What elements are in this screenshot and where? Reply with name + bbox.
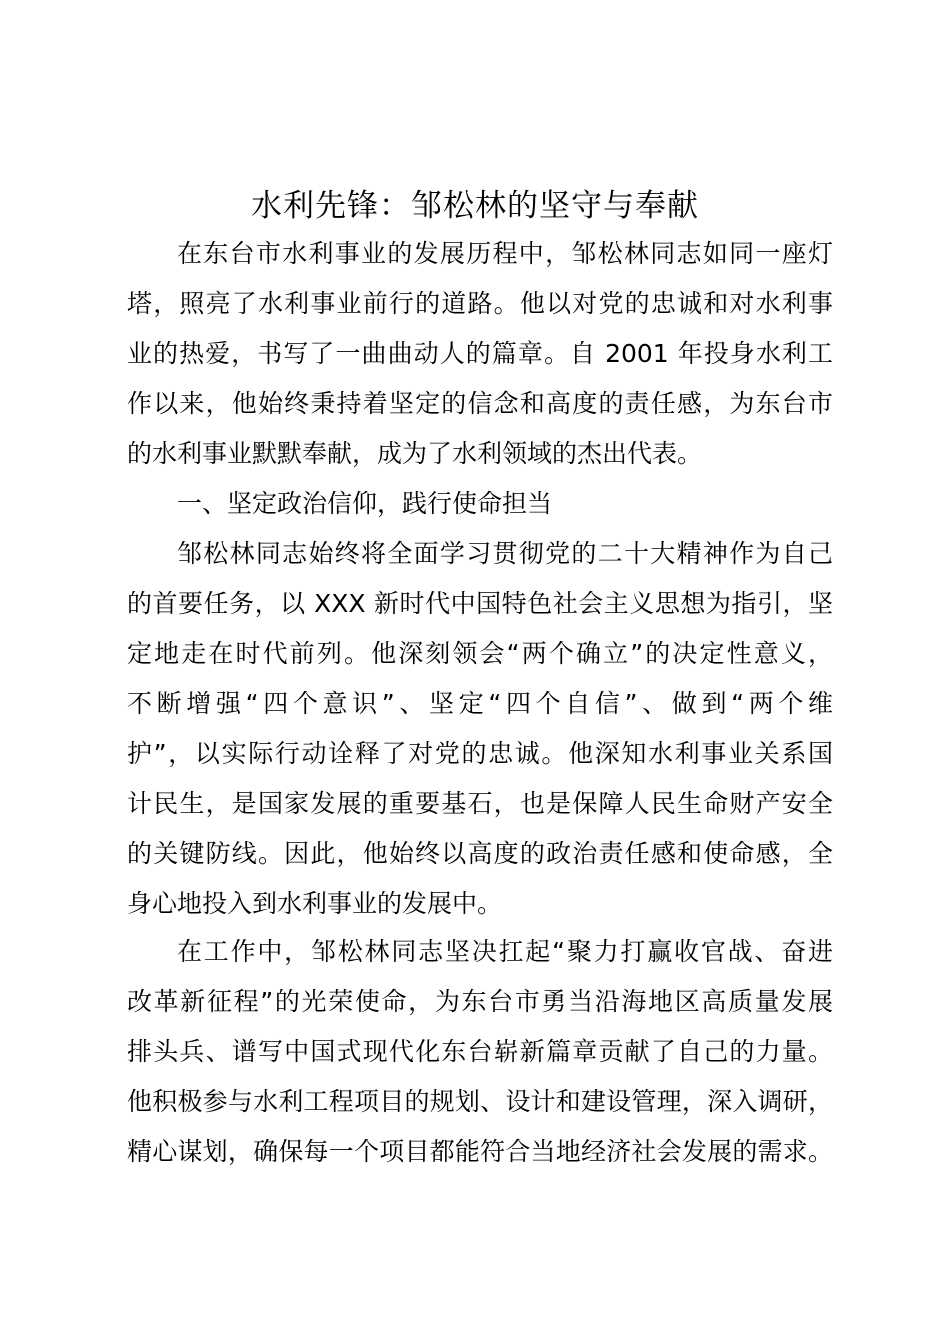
paragraph-line: 身心地投入到水利事业的发展中。 [127,889,503,918]
paragraph-line: 塔，照亮了水利事业前行的道路。他以对党的忠诚和对水利事 [127,289,833,318]
paragraph-line: 精心谋划，确保每一个项目都能符合当地经济社会发展的需求。 [127,1137,833,1166]
paragraph-line: 护”，以实际行动诠释了对党的忠诚。他深知水利事业关系国 [127,739,833,768]
paragraph-line: 改革新征程”的光荣使命，为东台市勇当沿海地区高质量发展 [127,987,833,1016]
section-heading: 一、坚定政治信仰，践行使命担当 [177,489,553,518]
paragraph-line: 计民生，是国家发展的重要基石，也是保障人民生命财产安全 [127,789,833,818]
document-title: 水利先锋：邹松林的坚守与奉献 [251,188,699,224]
paragraph-line: 不断增强“四个意识”、坚定“四个自信”、做到“两个维 [127,689,833,718]
paragraph-line: 的关键防线。因此，他始终以高度的政治责任感和使命感，全 [127,839,833,868]
paragraph-line: 排头兵、谱写中国式现代化东台崭新篇章贡献了自己的力量。 [127,1037,833,1066]
paragraph-line: 邹松林同志始终将全面学习贯彻党的二十大精神作为自己 [177,539,833,568]
paragraph-line: 他积极参与水利工程项目的规划、设计和建设管理，深入调研， [127,1087,833,1116]
paragraph-line: 在工作中，邹松林同志坚决扛起“聚力打赢收官战、奋进 [177,937,833,966]
paragraph-line: 定地走在时代前列。他深刻领会“两个确立”的决定性意义， [127,639,833,668]
paragraph-line: 在东台市水利事业的发展历程中，邹松林同志如同一座灯 [177,239,833,268]
paragraph-line: 的首要任务，以 XXX 新时代中国特色社会主义思想为指引，坚 [127,589,833,618]
paragraph-line: 业的热爱，书写了一曲曲动人的篇章。自 2001 年投身水利工 [127,339,833,368]
paragraph-line: 作以来，他始终秉持着坚定的信念和高度的责任感，为东台市 [127,389,833,418]
paragraph-line: 的水利事业默默奉献，成为了水利领域的杰出代表。 [127,439,703,468]
